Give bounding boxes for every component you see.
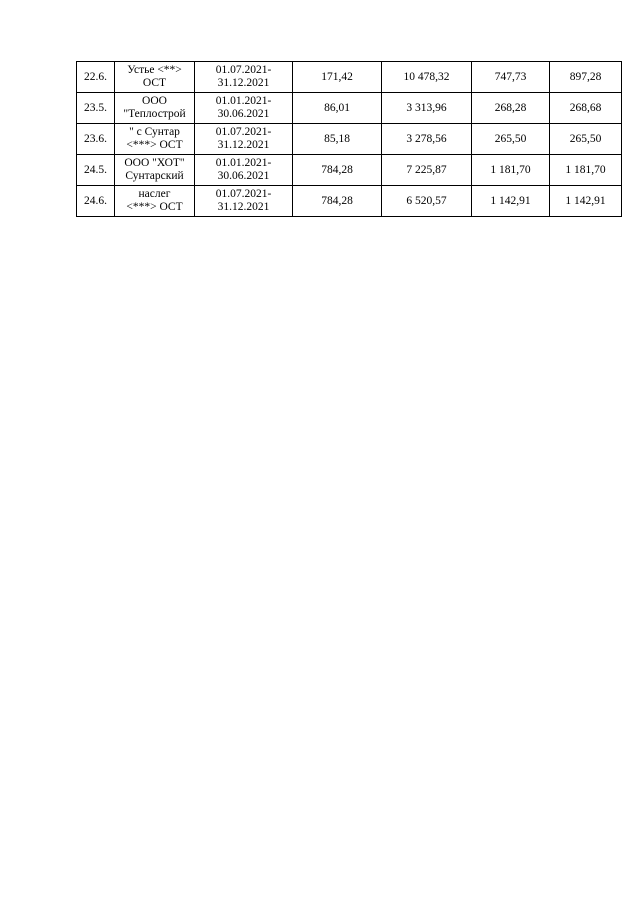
row-number: 23.6. bbox=[77, 124, 115, 155]
row-number: 23.5. bbox=[77, 93, 115, 124]
value-cell-2: 7 225,87 bbox=[382, 155, 472, 186]
organization-cell: " с Сунтар <***> ОСТ bbox=[115, 124, 195, 155]
row-number: 24.6. bbox=[77, 186, 115, 217]
value-cell-4: 265,50 bbox=[550, 124, 622, 155]
table-row bbox=[77, 186, 622, 217]
period-cell: 01.01.2021- 30.06.2021 bbox=[195, 155, 293, 186]
value-cell-1: 85,18 bbox=[293, 124, 382, 155]
value-cell-3: 1 142,91 bbox=[472, 186, 550, 217]
value-cell-3: 268,28 bbox=[472, 93, 550, 124]
value-cell-2: 10 478,32 bbox=[382, 62, 472, 93]
value-cell-4: 1 181,70 bbox=[550, 155, 622, 186]
table-row bbox=[77, 93, 622, 124]
row-number: 24.5. bbox=[77, 155, 115, 186]
value-cell-3: 1 181,70 bbox=[472, 155, 550, 186]
organization-cell: Устье <**> ОСТ bbox=[115, 62, 195, 93]
value-cell-1: 784,28 bbox=[293, 155, 382, 186]
value-cell-2: 3 278,56 bbox=[382, 124, 472, 155]
value-cell-1: 86,01 bbox=[293, 93, 382, 124]
value-cell-4: 268,68 bbox=[550, 93, 622, 124]
value-cell-1: 171,42 bbox=[293, 62, 382, 93]
table-row bbox=[77, 62, 622, 93]
value-cell-1: 784,28 bbox=[293, 186, 382, 217]
table-row bbox=[77, 124, 622, 155]
table-row bbox=[77, 155, 622, 186]
table-body bbox=[77, 62, 622, 217]
organization-cell: ООО "ХОТ" Сунтарский bbox=[115, 155, 195, 186]
value-cell-2: 6 520,57 bbox=[382, 186, 472, 217]
tariff-table bbox=[76, 61, 622, 217]
value-cell-2: 3 313,96 bbox=[382, 93, 472, 124]
value-cell-4: 1 142,91 bbox=[550, 186, 622, 217]
value-cell-4: 897,28 bbox=[550, 62, 622, 93]
organization-cell: наслег <***> ОСТ bbox=[115, 186, 195, 217]
row-number: 22.6. bbox=[77, 62, 115, 93]
period-cell: 01.07.2021- 31.12.2021 bbox=[195, 186, 293, 217]
period-cell: 01.07.2021- 31.12.2021 bbox=[195, 62, 293, 93]
value-cell-3: 747,73 bbox=[472, 62, 550, 93]
value-cell-3: 265,50 bbox=[472, 124, 550, 155]
period-cell: 01.01.2021- 30.06.2021 bbox=[195, 93, 293, 124]
organization-cell: ООО "Теплострой bbox=[115, 93, 195, 124]
period-cell: 01.07.2021- 31.12.2021 bbox=[195, 124, 293, 155]
